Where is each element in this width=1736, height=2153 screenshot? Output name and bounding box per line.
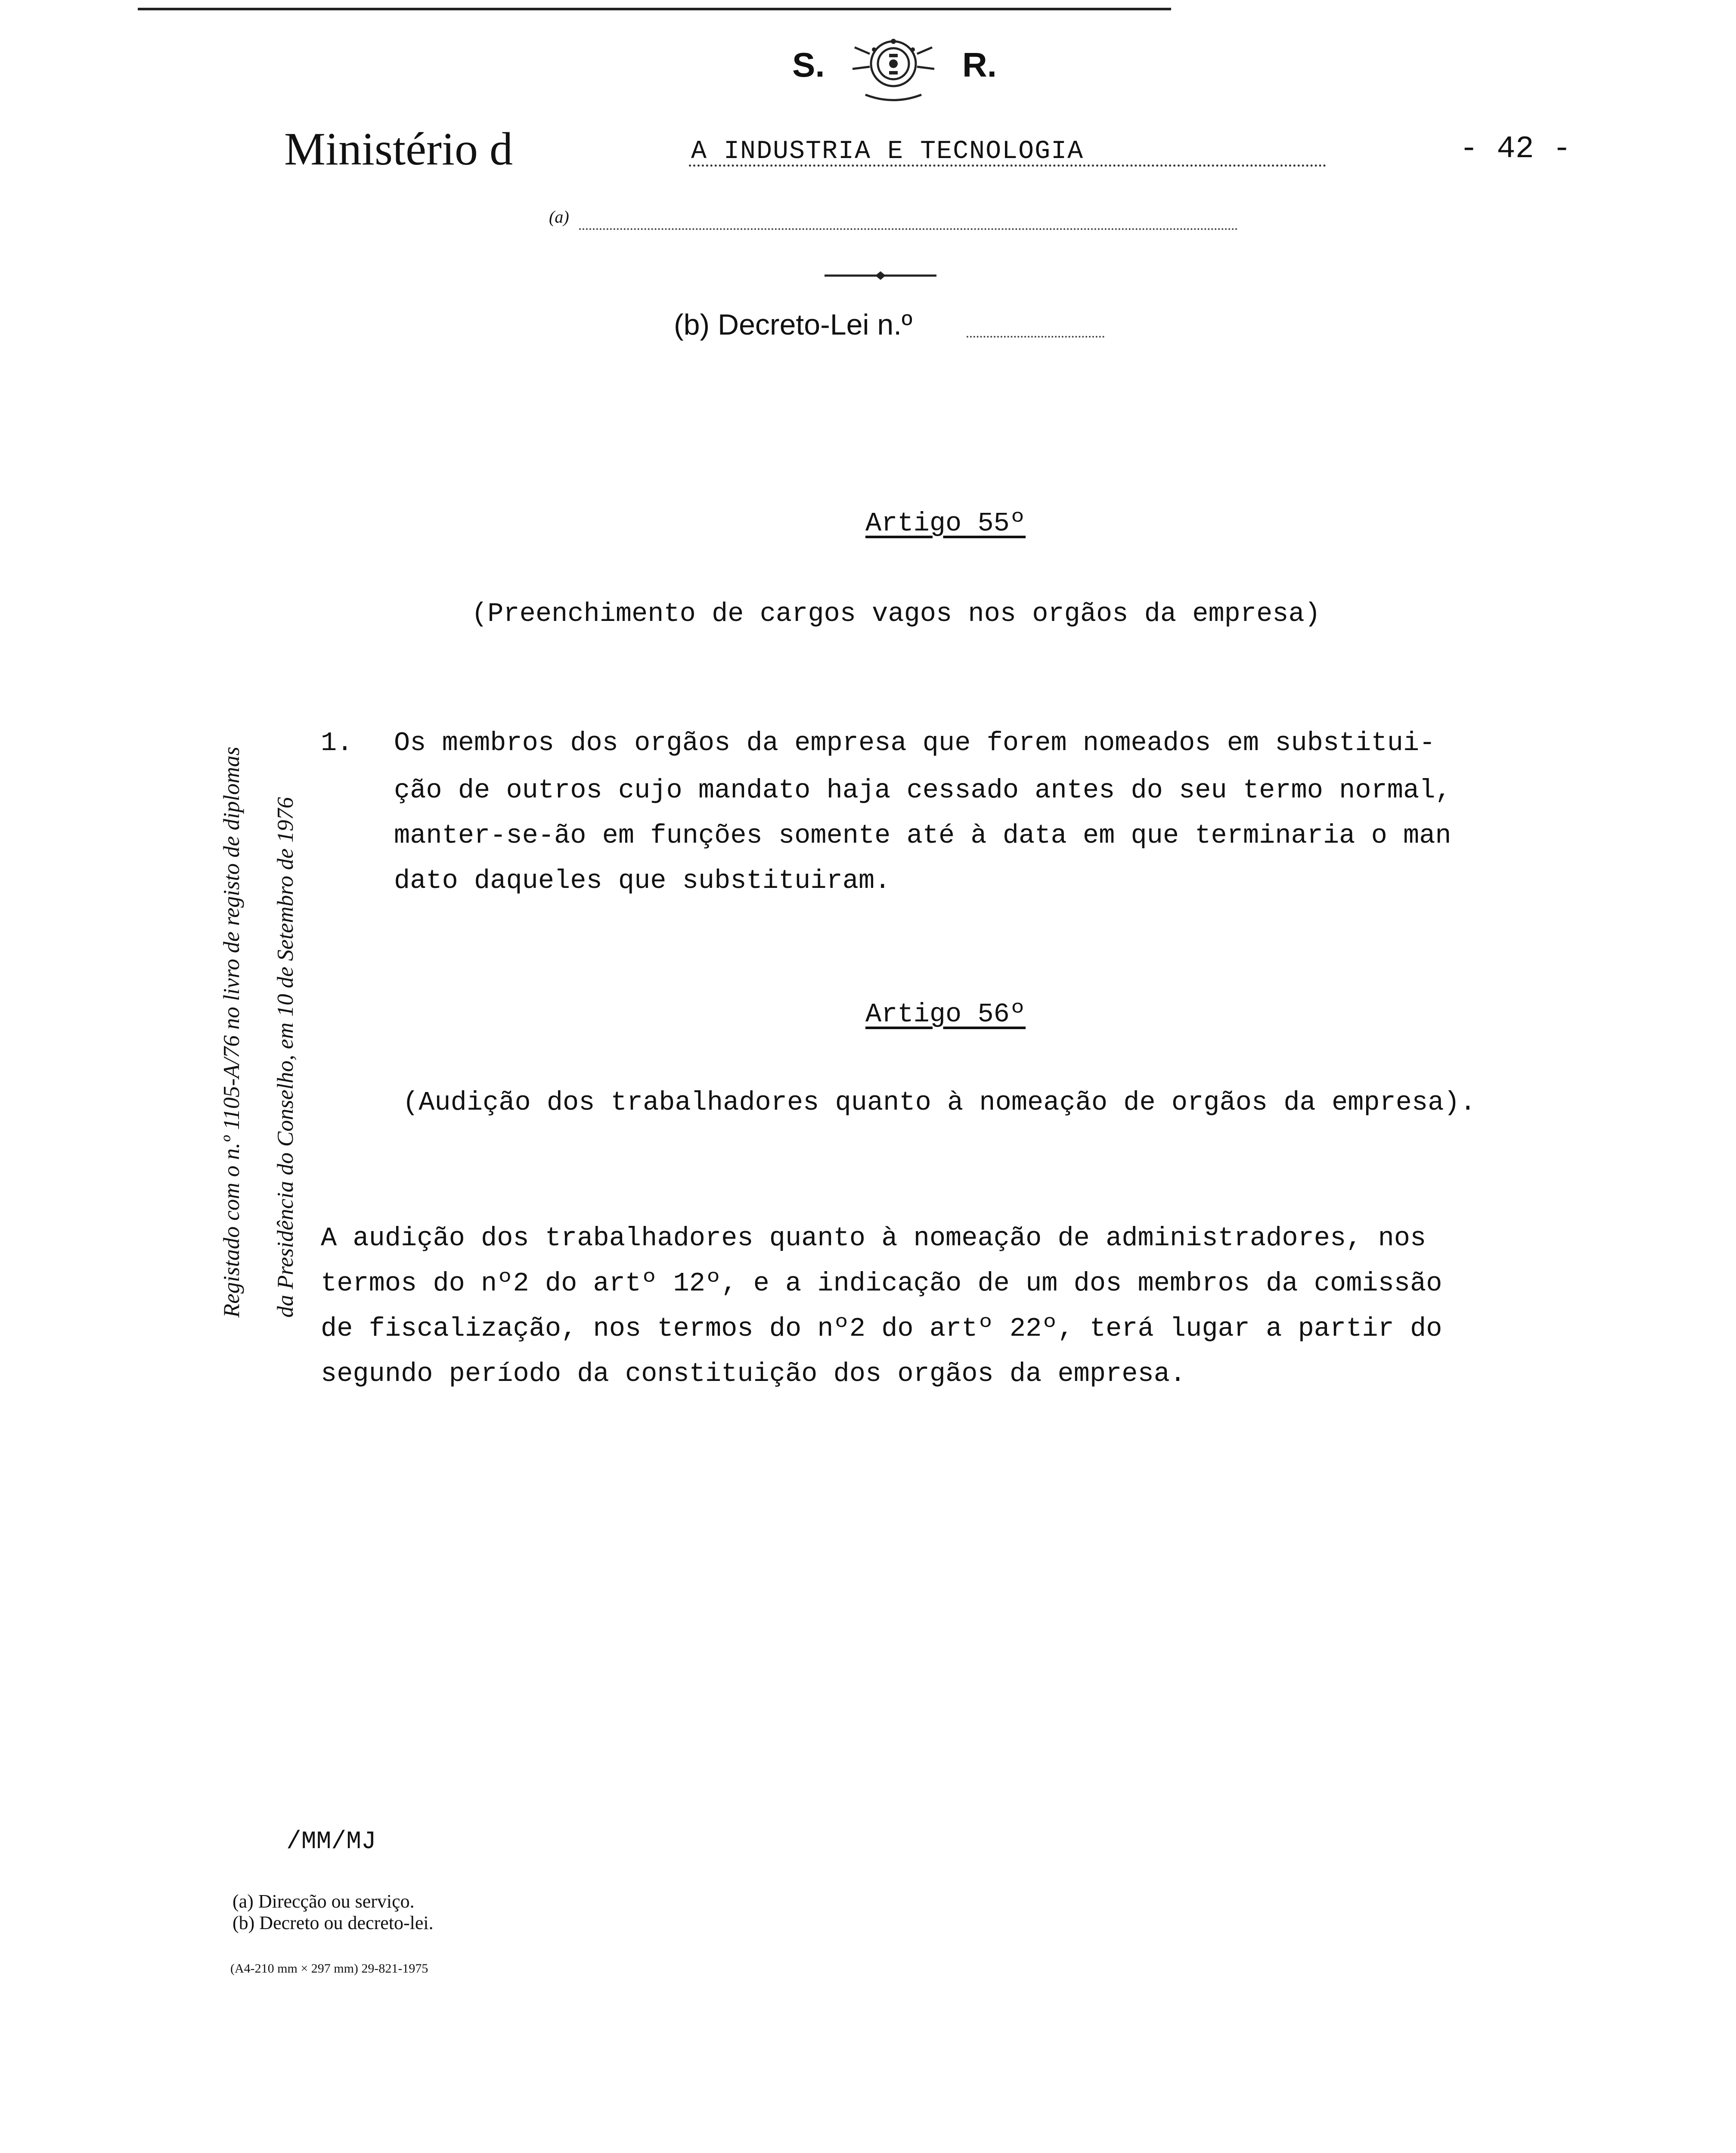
- signature-initials: /MM/MJ: [286, 1828, 376, 1856]
- article-55-line: dato daqueles que substituiram.: [394, 866, 891, 896]
- margin-registration-stamp: [189, 482, 319, 1318]
- page-number: - 42 -: [1460, 131, 1572, 167]
- article-55-line: ção de outros cujo mandato haja cessado antes do seu termo normal,: [394, 775, 1451, 806]
- stamp-line-presidencia: da Presidência do Conselho, em 10 de Setembro de 1976: [273, 797, 298, 1318]
- decree-dotted-line: [967, 336, 1104, 338]
- article-55-paragraph-number: 1.: [321, 728, 353, 758]
- article-56-line: segundo período da constituição dos orgãos da empresa.: [321, 1359, 1186, 1389]
- header-s-letter: S.: [792, 46, 825, 84]
- article-56-line: termos do nº2 do artº 12º, e a indicação de um dos membros da comissão: [321, 1268, 1442, 1299]
- article-55-line: manter-se-ão em funções somente até à data em que terminaria o man: [394, 820, 1451, 851]
- article-56-title: Artigo 56º: [865, 999, 1026, 1030]
- footnote-b: (b) Decreto ou decreto-lei.: [232, 1912, 434, 1933]
- header-r-letter: R.: [962, 46, 997, 84]
- service-marker: (a): [549, 207, 569, 226]
- ministry-dotted-line: [689, 164, 1326, 167]
- divider-ornament: [825, 271, 936, 280]
- service-dotted-line: [579, 228, 1238, 230]
- article-56-line: de fiscalização, nos termos do nº2 do artº 22º, terá lugar a partir do: [321, 1313, 1442, 1344]
- decree-label: (b) Decreto-Lei n.º: [674, 308, 912, 341]
- top-rule: [138, 8, 1171, 10]
- article-55-title: Artigo 55º: [865, 508, 1026, 539]
- ministry-label: Ministério d: [284, 124, 513, 175]
- article-56-subtitle: (Audição dos trabalhadores quanto à nomeação de orgãos da empresa).: [403, 1087, 1476, 1118]
- form-reference: (A4-210 mm × 297 mm) 29-821-1975: [230, 1961, 428, 1976]
- footnote-a: (a) Direcção ou serviço.: [232, 1891, 415, 1912]
- ministry-value: A INDUSTRIA E TECNOLOGIA: [691, 137, 1084, 166]
- article-55-subtitle: (Preenchimento de cargos vagos nos orgãos da empresa): [471, 599, 1321, 629]
- article-56-line: A audição dos trabalhadores quanto à nomeação de administradores, nos: [321, 1223, 1426, 1253]
- article-55-line: Os membros dos orgãos da empresa que forem nomeados em substitui-: [394, 728, 1435, 758]
- coat-of-arms-icon: [844, 30, 943, 103]
- stamp-line-registado: Registado com o n.º 1105-A/76 no livro de registo de diplomas: [219, 746, 244, 1318]
